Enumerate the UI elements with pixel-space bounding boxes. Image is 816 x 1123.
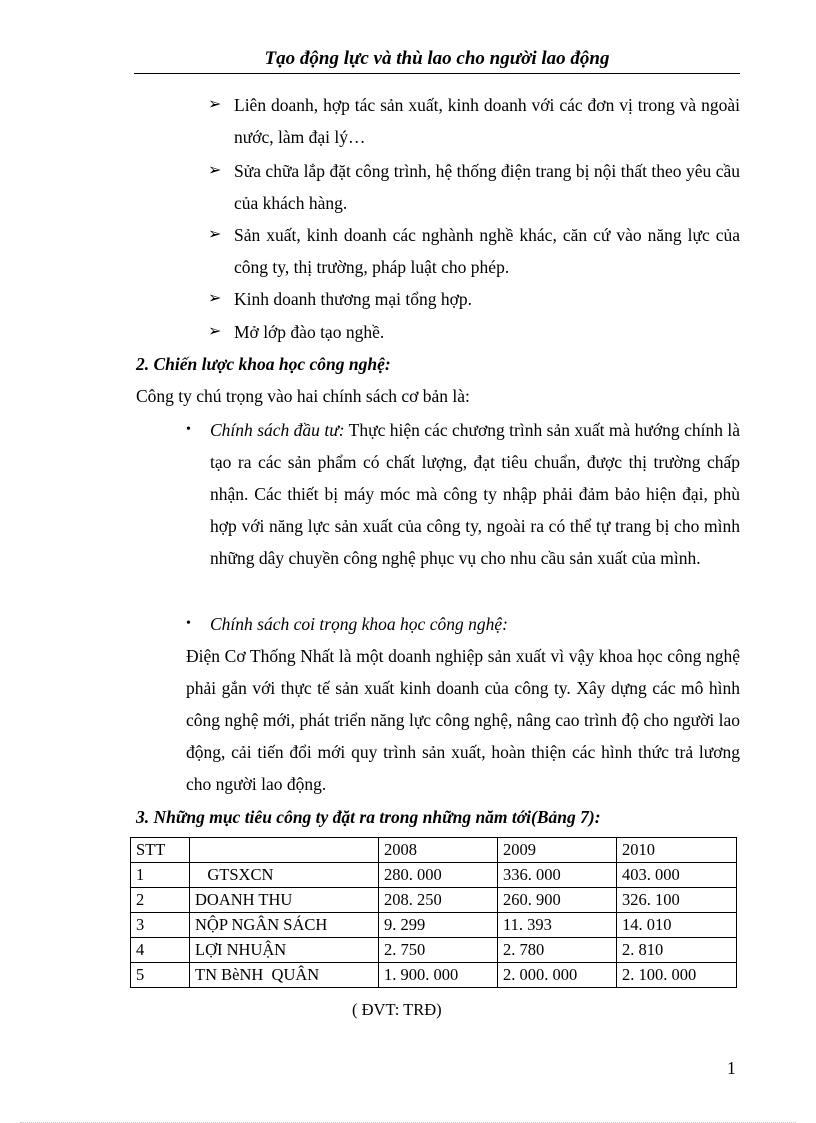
- policy-text: Thực hiện các chương trình sản xuất mà hướng chính là tạo ra các sản phẩm có chất lượng, đạt tiêu chuẩn, được thị trường chấp nhận. Các thiết bị máy móc mà công ty nhập phải đảm bảo hiện đại, phù hợp với năng lực sản xuất của công ty, ngoài ra có thể tự trang bị cho mình những dây chuyền công nghệ phục vụ cho nhu cầu sản xuất của mình.: [210, 420, 740, 568]
- section-heading: 3. Những mục tiêu công ty đặt ra trong những năm tới(Bảng 7):: [136, 807, 601, 827]
- header-rule: [134, 73, 740, 74]
- page-number: 1: [727, 1058, 736, 1078]
- list-item: ➢ Liên doanh, hợp tác sản xuất, kinh doanh với các đơn vị trong và ngoài nước, làm đại lý…: [208, 89, 740, 153]
- round-bullet-icon: •: [186, 616, 191, 631]
- table-row: 3 NỘP NGÂN SÁCH 9. 299 11. 393 14. 010: [131, 913, 737, 938]
- arrow-bullet-icon: ➢: [208, 290, 222, 307]
- policy-item: [186, 608, 740, 640]
- unit-note: ( ĐVT: TRĐ): [352, 1000, 442, 1019]
- arrow-bullet-icon: ➢: [208, 226, 222, 243]
- table-row: 5 TN BèNH QUÂN 1. 900. 000 2. 000. 000 2. 100. 000: [131, 963, 737, 988]
- list-item: ➢ Sản xuất, kinh doanh các nghành nghề khác, căn cứ vào năng lực của công ty, thị trường, pháp luật cho phép.: [208, 219, 740, 283]
- arrow-bullet-icon: ➢: [208, 96, 222, 113]
- list-item: ➢ Kinh doanh thương mại tổng hợp.: [208, 283, 740, 315]
- table-row: 4 LỢI NHUẬN 2. 750 2. 780 2. 810: [131, 938, 737, 963]
- list-item: ➢ Sửa chữa lắp đặt công trình, hệ thống điện trang bị nội thất theo yêu cầu của khách hàng.: [208, 155, 740, 219]
- section-intro: Công ty chú trọng vào hai chính sách cơ bản là:: [136, 386, 470, 406]
- goals-table: [130, 837, 737, 988]
- arrow-bullet-icon: ➢: [208, 162, 222, 179]
- table-header-row: STT 2008 2009 2010: [131, 838, 737, 863]
- table-row: 1 GTSXCN 280. 000 336. 000 403. 000: [131, 863, 737, 888]
- section-heading: 2. Chiến lược khoa học công nghệ:: [136, 354, 391, 374]
- policy-item: [186, 414, 740, 574]
- arrow-bullet-icon: ➢: [208, 323, 222, 340]
- policy-text: Điện Cơ Thống Nhất là một doanh nghiệp sản xuất vì vậy khoa học công nghệ phải gắn với thực tế sản xuất kinh doanh của công ty. Xây dựng các mô hình công nghệ mới, phát triển năng lực công nghệ, nâng cao trình độ cho người lao động, cải tiến đổi mới quy trình sản xuất, hoàn thiện các hình thức trả lương cho người lao động.: [186, 646, 740, 794]
- policy-label: Chính sách coi trọng khoa học công nghệ:: [210, 614, 508, 634]
- list-item: ➢ Mở lớp đào tạo nghề.: [208, 316, 740, 348]
- table-row: 2 DOANH THU 208. 250 260. 900 326. 100: [131, 888, 737, 913]
- round-bullet-icon: •: [186, 422, 191, 437]
- running-header: Tạo động lực và thù lao cho người lao động: [264, 48, 610, 69]
- policy-label: Chính sách đầu tư:: [210, 420, 345, 440]
